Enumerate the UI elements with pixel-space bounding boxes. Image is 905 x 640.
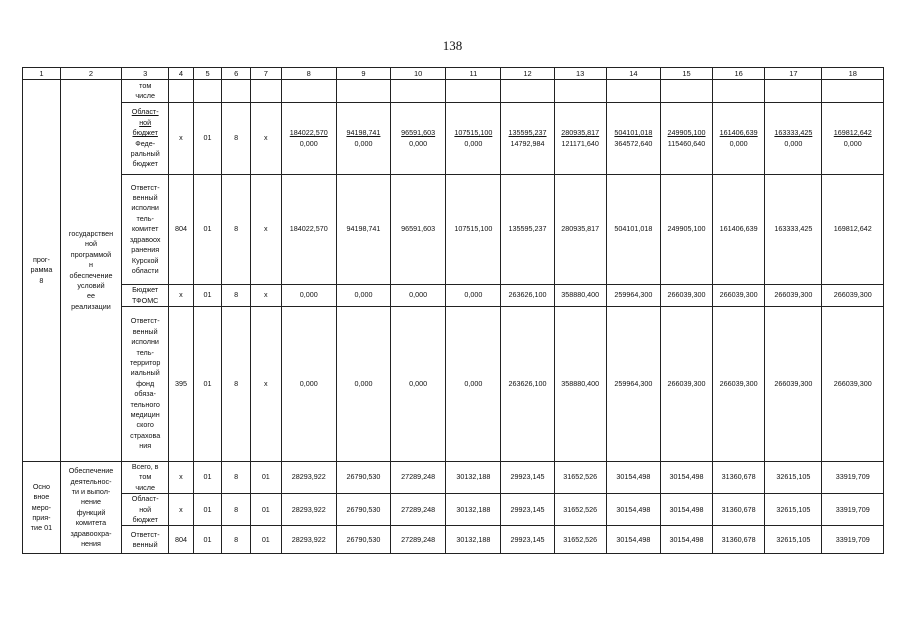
code-cell: x (250, 285, 281, 307)
column-number-cell: 16 (713, 68, 765, 80)
value-cell (713, 103, 765, 175)
value-cell: 161406,639 (713, 175, 765, 285)
value-cell: 266039,300 (713, 307, 765, 462)
value-bottom: 14792,984 (510, 138, 545, 148)
value-top: 169812,642 (833, 128, 872, 138)
table-row (23, 103, 884, 175)
code-cell: 01 (193, 494, 222, 526)
code-cell: 8 (222, 175, 251, 285)
empty-cell (501, 80, 554, 103)
value-cell: 266039,300 (713, 285, 765, 307)
empty-cell (281, 80, 336, 103)
value-cell (501, 103, 554, 175)
column-number-cell: 6 (222, 68, 251, 80)
source-label-underlined: Област- ной бюджет (131, 107, 159, 138)
value-top: 94198,741 (346, 128, 381, 138)
source-label-plain: Феде- ральный бюджет (130, 138, 160, 169)
code-cell: 01 (193, 103, 222, 175)
column-number-cell: 9 (336, 68, 390, 80)
column-number-cell: 2 (60, 68, 121, 80)
code-cell: 8 (222, 307, 251, 462)
value-cell: 30132,188 (446, 526, 501, 554)
value-cell: 266039,300 (822, 285, 884, 307)
column-number-cell: 4 (169, 68, 194, 80)
empty-cell (336, 80, 390, 103)
code-cell: 8 (222, 462, 251, 494)
code-cell: 01 (250, 462, 281, 494)
value-cell: 259964,300 (606, 285, 660, 307)
table-row (23, 494, 884, 526)
code-cell: 01 (193, 462, 222, 494)
value-cell (765, 103, 822, 175)
source-label-cell (122, 103, 169, 175)
column-number-cell: 10 (391, 68, 446, 80)
code-cell: x (250, 307, 281, 462)
value-cell: 26790,530 (336, 526, 390, 554)
value-cell: 33919,709 (822, 494, 884, 526)
value-top: 504101,018 (614, 128, 653, 138)
value-cell: 29923,145 (501, 494, 554, 526)
value-cell: 0,000 (336, 307, 390, 462)
value-cell: 32615,105 (765, 494, 822, 526)
value-top: 184022,570 (289, 128, 328, 138)
column-number-cell: 17 (765, 68, 822, 80)
value-top: 96591,603 (401, 128, 436, 138)
empty-cell (822, 80, 884, 103)
table-row (23, 307, 884, 462)
value-cell (606, 103, 660, 175)
value-cell: 31360,678 (713, 494, 765, 526)
code-cell: 01 (193, 175, 222, 285)
value-cell: 30154,498 (660, 462, 712, 494)
code-cell: 8 (222, 526, 251, 554)
source-label-cell: Област- ной бюджет (122, 494, 169, 526)
table-row (23, 175, 884, 285)
value-cell: 33919,709 (822, 526, 884, 554)
value-cell: 0,000 (446, 307, 501, 462)
empty-cell (765, 80, 822, 103)
value-cell: 94198,741 (336, 175, 390, 285)
value-cell: 28293,922 (281, 526, 336, 554)
value-cell: 30154,498 (606, 462, 660, 494)
value-bottom: 121171,640 (561, 138, 599, 148)
table-row (23, 526, 884, 554)
value-cell: 263626,100 (501, 307, 554, 462)
value-cell: 29923,145 (501, 526, 554, 554)
table-row (23, 462, 884, 494)
column-number-cell: 14 (606, 68, 660, 80)
column-number-cell: 3 (122, 68, 169, 80)
value-bottom: 0,000 (784, 138, 803, 148)
value-cell: 358880,400 (554, 307, 606, 462)
code-cell: 01 (250, 526, 281, 554)
empty-cell (169, 80, 194, 103)
empty-cell (250, 80, 281, 103)
value-cell: 266039,300 (822, 307, 884, 462)
empty-cell (713, 80, 765, 103)
budget-table (22, 67, 884, 554)
page-number: 138 (442, 38, 463, 53)
value-cell: 266039,300 (660, 307, 712, 462)
value-cell: 30132,188 (446, 462, 501, 494)
value-cell: 27289,248 (391, 494, 446, 526)
value-cell: 30154,498 (606, 526, 660, 554)
value-cell: 31360,678 (713, 462, 765, 494)
value-cell: 29923,145 (501, 462, 554, 494)
value-cell: 0,000 (281, 307, 336, 462)
empty-cell (660, 80, 712, 103)
value-cell: 263626,100 (501, 285, 554, 307)
value-cell: 31652,526 (554, 462, 606, 494)
code-cell: 8 (222, 494, 251, 526)
empty-cell (193, 80, 222, 103)
column-number-cell: 1 (23, 68, 61, 80)
value-cell: 31360,678 (713, 526, 765, 554)
value-cell (660, 103, 712, 175)
value-top: 163333,425 (774, 128, 813, 138)
value-cell: 28293,922 (281, 462, 336, 494)
value-cell (391, 103, 446, 175)
value-cell: 266039,300 (765, 307, 822, 462)
code-cell: x (169, 285, 194, 307)
code-cell: 804 (169, 175, 194, 285)
code-cell: 01 (193, 307, 222, 462)
code-cell: x (169, 462, 194, 494)
source-label-cell: Ответст- венный исполни тель- территор иальный фонд обяза- тельного медицин ского страхова ния (122, 307, 169, 462)
value-bottom: 364572,640 (614, 138, 653, 148)
column-number-cell: 7 (250, 68, 281, 80)
column-number-cell: 5 (193, 68, 222, 80)
value-cell: 163333,425 (765, 175, 822, 285)
value-cell: 96591,603 (391, 175, 446, 285)
header-row (23, 68, 884, 80)
value-cell: 266039,300 (660, 285, 712, 307)
value-cell: 32615,105 (765, 462, 822, 494)
code-cell: x (250, 175, 281, 285)
value-top: 249905,100 (667, 128, 706, 138)
value-bottom: 115460,640 (667, 138, 706, 148)
program-name-cell: государствен ной программой н обеспечение условий ее реализации (60, 80, 121, 462)
code-cell: 8 (222, 285, 251, 307)
code-cell: 8 (222, 103, 251, 175)
value-bottom: 0,000 (464, 138, 483, 148)
table-row (23, 285, 884, 307)
column-number-cell: 12 (501, 68, 554, 80)
value-cell: 0,000 (391, 307, 446, 462)
value-cell: 27289,248 (391, 462, 446, 494)
value-cell: 0,000 (281, 285, 336, 307)
value-cell: 266039,300 (765, 285, 822, 307)
value-cell: 249905,100 (660, 175, 712, 285)
value-bottom: 0,000 (354, 138, 373, 148)
value-cell: 135595,237 (501, 175, 554, 285)
value-cell (336, 103, 390, 175)
empty-cell (391, 80, 446, 103)
source-label-cell: Бюджет ТФОМС (122, 285, 169, 307)
value-cell (554, 103, 606, 175)
value-cell: 30154,498 (606, 494, 660, 526)
value-cell: 0,000 (446, 285, 501, 307)
value-cell: 26790,530 (336, 462, 390, 494)
value-cell: 27289,248 (391, 526, 446, 554)
value-cell: 259964,300 (606, 307, 660, 462)
value-cell: 184022,570 (281, 175, 336, 285)
value-cell (446, 103, 501, 175)
value-cell: 33919,709 (822, 462, 884, 494)
code-cell: 804 (169, 526, 194, 554)
value-cell: 30154,498 (660, 526, 712, 554)
code-cell: 395 (169, 307, 194, 462)
value-cell (822, 103, 884, 175)
column-number-cell: 13 (554, 68, 606, 80)
value-cell: 31652,526 (554, 494, 606, 526)
code-cell: 01 (250, 494, 281, 526)
value-cell: 358880,400 (554, 285, 606, 307)
source-label-cell: Ответст- венный (122, 526, 169, 554)
table-row (23, 80, 884, 103)
value-cell: 30154,498 (660, 494, 712, 526)
value-cell: 0,000 (336, 285, 390, 307)
column-number-cell: 18 (822, 68, 884, 80)
program-number-cell: прог- рамма 8 (23, 80, 61, 462)
code-cell: x (169, 103, 194, 175)
code-cell: x (169, 494, 194, 526)
code-cell: 01 (193, 526, 222, 554)
value-top: 135595,237 (508, 128, 547, 138)
value-bottom: 0,000 (729, 138, 748, 148)
source-label-cell: Ответст- венный исполни тель- комитет здравоох ранения Курской области (122, 175, 169, 285)
value-cell: 169812,642 (822, 175, 884, 285)
value-cell: 30132,188 (446, 494, 501, 526)
empty-cell (222, 80, 251, 103)
value-cell (281, 103, 336, 175)
event-name-cell: Обеспечение деятельнос- ти и выпол- нение функций комитета здравоохра- нения (60, 462, 121, 554)
empty-cell (554, 80, 606, 103)
column-number-cell: 8 (281, 68, 336, 80)
value-cell: 26790,530 (336, 494, 390, 526)
value-bottom: 0,000 (299, 138, 318, 148)
value-top: 107515,100 (454, 128, 493, 138)
code-cell: 01 (193, 285, 222, 307)
column-number-cell: 15 (660, 68, 712, 80)
empty-cell (606, 80, 660, 103)
value-bottom: 0,000 (843, 138, 862, 148)
empty-cell (446, 80, 501, 103)
value-cell: 504101,018 (606, 175, 660, 285)
value-top: 280935,817 (561, 128, 600, 138)
value-bottom: 0,000 (409, 138, 428, 148)
event-number-cell: Осно вное меро- прия- тие 01 (23, 462, 61, 554)
code-cell: x (250, 103, 281, 175)
value-cell: 107515,100 (446, 175, 501, 285)
value-top: 161406,639 (719, 128, 758, 138)
value-cell: 28293,922 (281, 494, 336, 526)
source-label-cell: том числе (122, 80, 169, 103)
source-label-cell: Всего, в том числе (122, 462, 169, 494)
value-cell: 280935,817 (554, 175, 606, 285)
value-cell: 32615,105 (765, 526, 822, 554)
value-cell: 31652,526 (554, 526, 606, 554)
column-number-cell: 11 (446, 68, 501, 80)
value-cell: 0,000 (391, 285, 446, 307)
